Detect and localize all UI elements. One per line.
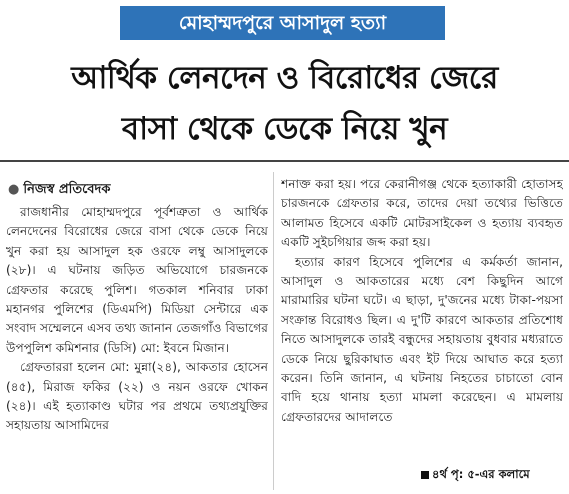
- article-right-column: [281, 175, 563, 475]
- square-bullet-icon: [421, 471, 429, 479]
- headline-line-1: আর্থিক লেনদেন ও বিরোধের জেরে: [71, 60, 498, 96]
- continuation-jump: [421, 466, 530, 485]
- byline-text: নিজস্ব প্রতিবেদক: [23, 182, 111, 197]
- headline-line-2: বাসা থেকে ডেকে নিয়ে খুন: [121, 111, 448, 147]
- bullet-icon: ●: [8, 182, 20, 197]
- left-paragraph-2: গ্রেফতাররা হলেন মো: মুন্না(২৪), আকতার হোসেন (৪৫), মিরাজ ফকির (২২) ও নয়ন ওরফে খোকন (২৪)। এই হত্যাকাণ্ড ঘটার পর প্রথমে তথ্যপ্রযুক্তির সহায়তায় আসামিদের: [6, 360, 268, 433]
- right-paragraph-1: শনাক্ত করা হয়। পরে কেরানীগঞ্জ থেকে হত্যাকারী হোতাসহ চারজনকে গ্রেফতার করে, তাদের দেয়া তথ্যের ভিত্তিতে আলামত হিসেবে একটি মোটরসাইকেল ও হত্যায় ব্যবহৃত একটি সুইচগিয়ার জব্দ করা হয়।: [281, 177, 563, 250]
- kicker-banner: মোহাম্মদপুরে আসাদুল হত্যা: [120, 6, 445, 40]
- right-paragraph-2: হত্যার কারণ হিসেবে পুলিশের এ কর্মকর্তা জানান, আসাদুল ও আকতারের মধ্যে বেশ কিছুদিন আগে মারামারির ঘটনা ঘটে। এ ছাড়া, দু'জনের মধ্যে টাকা-পয়সা সংক্রান্ত বিরোধও ছিল। এ দু'টি কারণে আকতার প্রতিশোধ নিতে আসাদুলকে তারই বন্ধুদের সহায়তায় বুধবার মধ্যরাতে ডেকে নিয়ে ছুরিকাঘাত এবং ইট দিয়ে আঘাত করে হত্যা করেন। তিনি জানান, এ ঘটনায় নিহতের চাচাতো বোন বাদি হয়ে থানায় হত্যা মামলা করেছেন। এ মামলায় গ্রেফতারদের আদালতে: [281, 254, 563, 424]
- left-paragraph-1: রাজধানীর মোহাম্মদপুরে পূর্বশত্রুতা ও আর্থিক লেনদেনের বিরোধের জেরে বাসা থেকে ডেকে নিয়ে খুন করা হয় আসাদুল হক ওরফে লম্বু আসাদুলকে (২৮)। এ ঘটনায় জড়িত অভিযোগে চারজনকে গ্রেফতার করেছে পুলিশ। গতকাল শনিবার ঢাকা মহানগর পুলিশের (ডিএমপি) মিডিয়া সেন্টারে এক সংবাদ সম্মেলনে এসব তথ্য জানান তেজগাঁও বিভাগের উপপুলিশ কমিশনার (ডিসি) মো: ইবনে মিজান।: [6, 205, 268, 355]
- column-divider: [273, 172, 274, 490]
- jump-text: ৪র্থ পৃ: ৫-এর কলামে: [432, 467, 530, 481]
- headline-rule: [0, 160, 569, 162]
- byline: [8, 180, 110, 201]
- article-left-column: [6, 203, 268, 493]
